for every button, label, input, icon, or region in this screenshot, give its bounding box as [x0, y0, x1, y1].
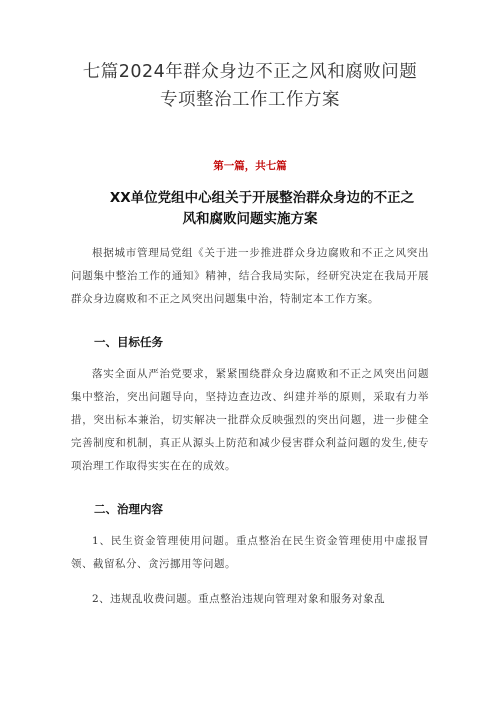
- document-title-line-2: 专项整治工作工作方案: [160, 90, 340, 110]
- document-title: [71, 0, 429, 114]
- section-subtitle-line-2: 风和腐败问题实施方案: [182, 211, 318, 227]
- document-title-line-1: 七篇2024年群众身边不正之风和腐败问题: [82, 62, 418, 82]
- goals-paragraph: 落实全面从严治党要求，紧紧围绕群众身边腐败和不正之风突出问题集中整治，突出问题导向，坚持边查边改、纠建并举的原则，采取有力举措，突出标本兼治，切实解决一批群众反映强烈的突出问题，进一步健全完善制度和机制，真正从源头上防范和减少侵害群众利益问题的发生,使专项治理工作取得实实在在的成效。: [71, 368, 429, 472]
- part-label: 第一篇，共七篇: [213, 160, 287, 172]
- section-heading-goals: 一、目标任务: [94, 335, 163, 349]
- section-subtitle: [71, 188, 429, 230]
- section-subtitle-line-1: XX单位党组中心组关于开展整治群众身边的不正之: [109, 190, 415, 206]
- intro-paragraph: 根据城市管理局党组《关于进一步推进群众身边腐败和不正之风突出问题集中整治工作的通知》精神，结合我局实际，经研究决定在我局开展群众身边腐败和不正之风突出问题集中治，特制定本工作方案。: [71, 247, 429, 305]
- content-item-1: 1、民生资金管理使用问题。重点整治在民生资金管理使用中虚报冒领、截留私分、贪污挪用等问题。: [71, 535, 429, 570]
- section-heading-content: 二、治理内容: [94, 502, 163, 516]
- content-item-2: 2、违规乱收费问题。重点整治违规向管理对象和服务对象乱: [92, 593, 386, 605]
